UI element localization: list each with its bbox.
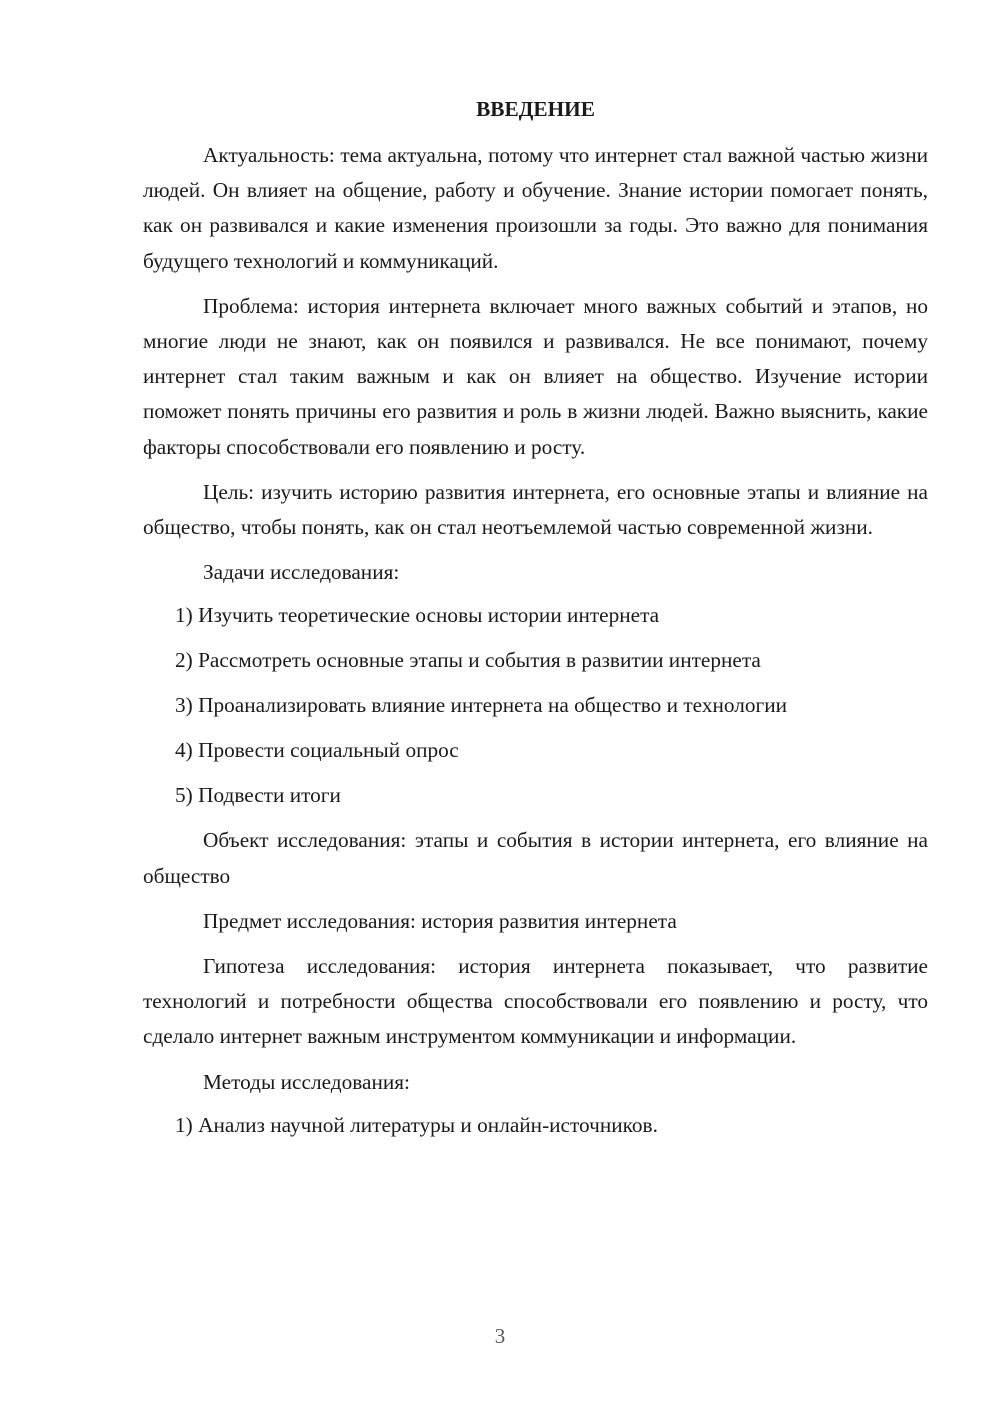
task-item: 1) Изучить теоретические основы истории интернета <box>175 603 660 628</box>
task-item: 4) Провести социальный опрос <box>175 738 459 763</box>
tasks-title: Задачи исследования: <box>203 560 400 585</box>
methods-title: Методы исследования: <box>203 1069 410 1094</box>
page-number: 3 <box>494 1324 506 1348</box>
method-item: 1) Анализ научной литературы и онлайн-источников. <box>175 1112 658 1137</box>
relevance-paragraph: Актуальность: тема актуальна, потому что интернет стал важной частью жизни людей. Он влияет на общение, работу и обучение. Знание истории помогает понять, как он развивался и какие изменения произошли за годы. Это важно для понимания будущего технологий и коммуникаций. <box>143 143 928 273</box>
document-page <box>143 92 928 1153</box>
section-heading: ВВЕДЕНИЕ <box>476 97 595 121</box>
object-paragraph: Объект исследования: этапы и события в истории интернета, его влияние на общество <box>143 828 928 888</box>
problem-paragraph: Проблема: история интернета включает много важных событий и этапов, но многие люди не знают, как он появился и развивался. Не все понимают, почему интернет стал таким важным и как он влияет на общество. Изучение истории поможет понять причины его развития и роль в жизни людей. Важно выяснить, какие факторы способствовали его появлению и росту. <box>143 293 928 459</box>
task-item: 5) Подвести итоги <box>175 783 341 808</box>
subject-paragraph: Предмет исследования: история развития интернета <box>203 908 677 933</box>
hypothesis-paragraph: Гипотеза исследования: история интернета показывает, что развитие технологий и потребности общества способствовали его появлению и росту, что сделало интернет важным инструментом коммуникации и информации. <box>143 954 928 1049</box>
task-item: 2) Рассмотреть основные этапы и события в развитии интернета <box>175 648 761 673</box>
task-item: 3) Проанализировать влияние интернета на общество и технологии <box>175 693 788 718</box>
goal-paragraph: Цель: изучить историю развития интернета, его основные этапы и влияние на общество, чтобы понять, как он стал неотъемлемой частью современной жизни. <box>143 479 928 540</box>
